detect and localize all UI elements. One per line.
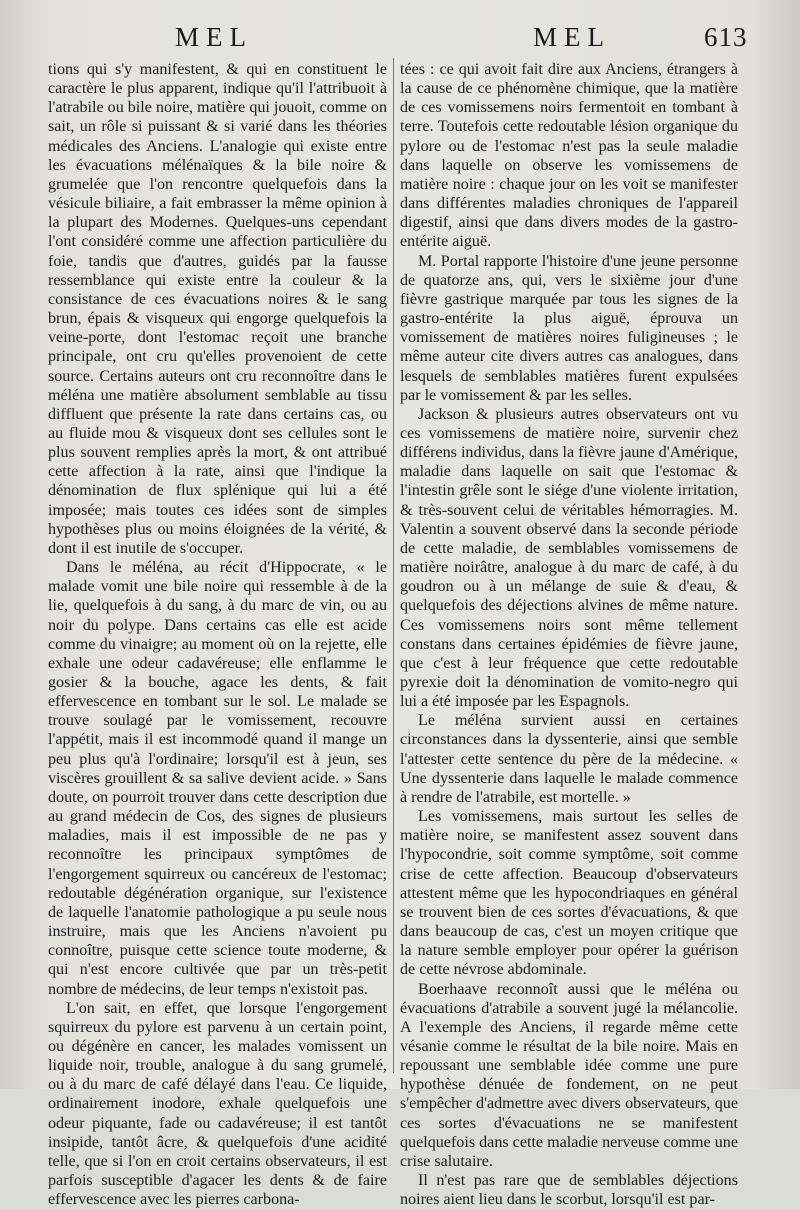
paragraph: Il n'est pas rare que de semblables déjections noires aient lieu dans le scorbut, lorsqu'il est par- [400, 1172, 738, 1209]
page-number: 613 [704, 22, 748, 52]
paragraph: tées : ce qui avoit fait dire aux Anciens, étrangers à la cause de ce phénomène chimique, que la matière de ces vomissemens noirs fermentoit en tombant à terre. Toutefois cette redoutable lésion organique du pylore ou de l'estomac n'est pas la seule maladie dans laquelle on observe les vomissemens de matière noire : chaque jour on les voit se manifester dans différentes maladies chroniques de l'appareil digestif, ainsi que dans divers modes de la gastro-entérite aiguë. [400, 61, 738, 251]
paragraph: Jackson & plusieurs autres observateurs ont vu ces vomissemens de matière noire, survenir chez différens individus, dans la fièvre jaune d'Amérique, maladie dans laquelle on sait que l'estomac & l'intestin grêle sont le siége d'une violente irritation, & très-souvent celui de véritables hémorragies. M. Valentin a souvent observé dans la seconde période de cette maladie, de semblables vomissemens de matière noirâtre, analogue à du marc de café, à du goudron ou à un mélange de suie & d'eau, & quelquefois des déjections alvines de même nature. Ces vomissemens noirs sont même tellement constans dans certaines épidémies de fièvre jaune, que c'est à leur fréquence que cette redoutable pyrexie doit la dénomination de vomito-negro qui lui a été imposée par les Espagnols. [400, 405, 738, 711]
paragraph: Les vomissemens, mais surtout les selles de matière noire, se manifestent assez souvent dans l'hypocondrie, soit comme symptôme, soit comme crise de cette affection. Beaucoup d'observateurs attestent même que les hypocondriaques en général se trouvent bien de ces sortes d'évacuations, & que dans beaucoup de cas, c'est un moyen critique que la nature semble employer pour opérer la guérison de cette névrose abdominale. [400, 808, 738, 979]
column-divider [393, 58, 394, 1073]
running-header [0, 22, 800, 56]
paragraph: Dans le méléna, au récit d'Hippocrate, « le malade vomit une bile noire qui ressemble à de la lie, quelquefois à du sang, à du marc de vin, ou au noir du polype. Dans certains cas elle est acide comme du vinaigre; au moment où on la rejette, elle exhale une odeur cadavéreuse; elle enflamme le gosier & la bouche, agace les dents, & fait effervescence en tombant sur le sol. Le malade se trouve soulagé par le vomissement, recouvre l'appétit, mais il est incommodé quand il mange un peu plus qu'à l'ordinaire; lorsqu'il est à jeun, ses viscères grouillent & sa salive devient acide. » Sans doute, on pourroit trouver dans cette description due au grand médecin de Cos, des signes de plusieurs maladies, mais il est impossible de ne pas y reconnoître les principaux symptômes de l'engorgement squirreux ou cancéreux de l'estomac; redoutable dégénération organique, sur l'existence de laquelle l'anatomie pathologique a pu seule nous instruire, mais que les Anciens n'avoient pu connoître, puisque cette science toute moderne, & qui n'est encore cultivée que par un très-petit nombre de médecins, de leur temps n'existoit pas. [48, 559, 387, 998]
paragraph: Le méléna survient aussi en certaines circonstances dans la dyssenterie, ainsi que semble l'attester cette sentence du père de la médecine. « Une dyssenterie dans laquelle le malade commence à rendre de l'atrabile, est mortelle. » [400, 712, 738, 806]
header-right-word: MEL [533, 22, 611, 52]
left-column [48, 60, 387, 1209]
paragraph: Boerhaave reconnoît aussi que le méléna ou évacuations d'atrabile a souvent jugé la mélancolie. A l'exemple des Anciens, il regarde même cette vésanie comme le résultat de la bile noire. Mais en repoussant une semblable idée comme une pure hypothèse dénuée de fondement, on ne peut s'empêcher d'admettre avec divers observateurs, que ces sortes d'évacuations ne se manifestent quelquefois dans cette maladie nerveuse comme une crise salutaire. [400, 980, 738, 1170]
paragraph: tions qui s'y manifestent, & qui en constituent le caractère le plus apparent, indique qu'il l'attribuoit à l'atrabile ou bile noire, matière qui jouoit, comme on sait, un rôle si puissant & si varié dans les théories médicales des Anciens. L'analogie qui existe entre les évacuations mélénaïques & la bile noire & grumelée que l'on rencontre quelquefois dans la vésicule biliaire, a fait embrasser la même opinion à la plupart des Modernes. Quelques-uns cependant l'ont considéré comme une affection particulière du foie, tandis que d'autres, guidés par la fausse ressemblance qui existe entre la couleur & la consistance de ces évacuations noires & le sang brun, épais & visqueux qui engorge quelquefois la veine-porte, dont l'estomac reçoit une branche principale, ont cru qu'elles provenoient de cette source. Certains auteurs ont cru reconnoître dans le méléna une matière absolument semblable au tissu diffluent que présente la rate dans certains cas, ou au fluide mou & visqueux dont ses cellules sont le plus souvent remplies après la mort, & ont attribué cette affection à la rate, ainsi que l'indique la dénomination de flux splénique qui lui a été imposée; mais toutes ces idées sont de simples hypothèses plus ou moins éloignées de la vérité, & dont il est inutile de s'occuper. [48, 61, 387, 557]
paragraph: M. Portal rapporte l'histoire d'une jeune personne de quatorze ans, qui, vers le sixième jour d'une fièvre gastrique marquée par tous les signes de la gastro-entérite la plus aiguë, éprouva un vomissement de matières noires fuligineuses ; le même auteur cite divers autres cas analogues, dans lesquels de semblables matières furent expulsées par le vomissement & par les selles. [400, 252, 738, 404]
right-column [400, 60, 738, 1209]
paragraph: L'on sait, en effet, que lorsque l'engorgement squirreux du pylore est parvenu à un certain point, ou dégénère en cancer, les malades vomissent un liquide noir, trouble, analogue à du sang grumelé, ou à du marc de café délayé dans l'eau. Ce liquide, ordinairement inodore, exhale quelquefois une odeur piquante, fade ou cadavéreuse; il est tantôt insipide, tantôt âcre, & quelquefois d'une acidité telle, que si l'on en croit certains observateurs, il est parfois susceptible d'agacer les dents & de faire effervescence avec les pierres carbona- [48, 999, 387, 1209]
header-left-word: MEL [175, 22, 253, 52]
